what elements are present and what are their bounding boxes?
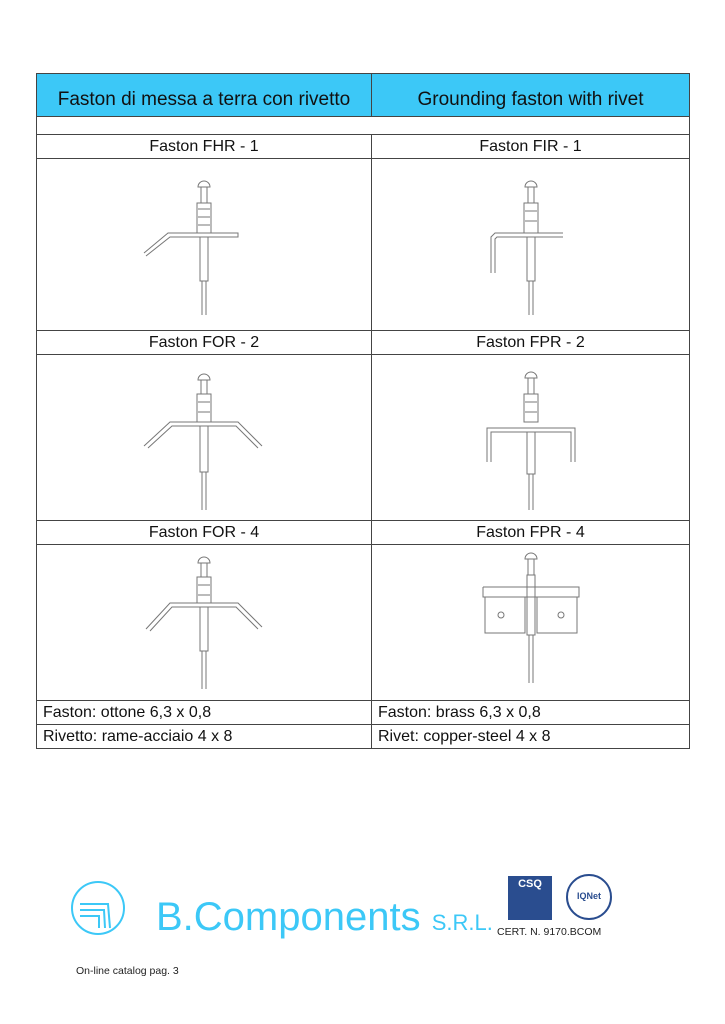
spec-row-rivet [36,725,690,749]
faston-fpr4-drawing [451,543,611,703]
header-title-english: Grounding faston with rivet [417,89,644,110]
csq-certification-logo [508,876,552,920]
drawing-fir1-cell [372,159,689,330]
product-name-for2: Faston FOR - 2 [37,331,372,354]
product-drawing-row [36,159,690,331]
spec-row-material [36,701,690,725]
spec-rivet-en: Rivet: copper-steel 4 x 8 [378,728,551,745]
product-drawing-row [36,355,690,521]
page-footer: On-line catalog pag. 3 [76,965,179,977]
csq-label: CSQ [518,878,542,890]
brand-suffix: S.R.L. [431,910,493,935]
spec-faston-it: Faston: ottone 6,3 x 0,8 [37,701,372,724]
faston-fpr2-drawing [451,358,611,518]
table-spacer-row [36,117,690,135]
product-name-row [36,331,690,355]
product-name-for4: Faston FOR - 4 [37,521,372,544]
drawing-for2-cell [37,355,372,520]
drawing-for4-cell [37,545,372,700]
product-table [36,73,690,749]
brand-name: B.Components [156,895,421,939]
product-name-row [36,135,690,159]
drawing-fpr2-cell [372,355,689,520]
brand-wordmark [156,893,493,947]
spec-rivet-it: Rivetto: rame-acciaio 4 x 8 [37,725,372,748]
certificate-number: CERT. N. 9170.BCOM [497,926,602,938]
product-drawing-row [36,545,690,701]
iqnet-certification-logo [566,874,612,920]
faston-for2-drawing [124,358,284,518]
drawing-fpr4-cell [372,545,689,700]
spec-faston-en: Faston: brass 6,3 x 0,8 [378,704,541,721]
faston-fhr1-drawing [124,165,284,325]
iqnet-label: IQNet [576,891,601,901]
drawing-fhr1-cell [37,159,372,330]
product-name-fpr4: Faston FPR - 4 [476,524,585,541]
faston-for4-drawing [124,543,284,703]
product-name-row [36,521,690,545]
company-logo-icon [70,880,126,936]
header-title-italian: Faston di messa a terra con rivetto [37,74,372,116]
table-header-row [36,73,690,117]
product-name-fpr2: Faston FPR - 2 [476,334,585,351]
product-name-fhr1: Faston FHR - 1 [37,135,372,158]
product-name-fir1: Faston FIR - 1 [479,138,582,155]
faston-fir1-drawing [451,165,611,325]
